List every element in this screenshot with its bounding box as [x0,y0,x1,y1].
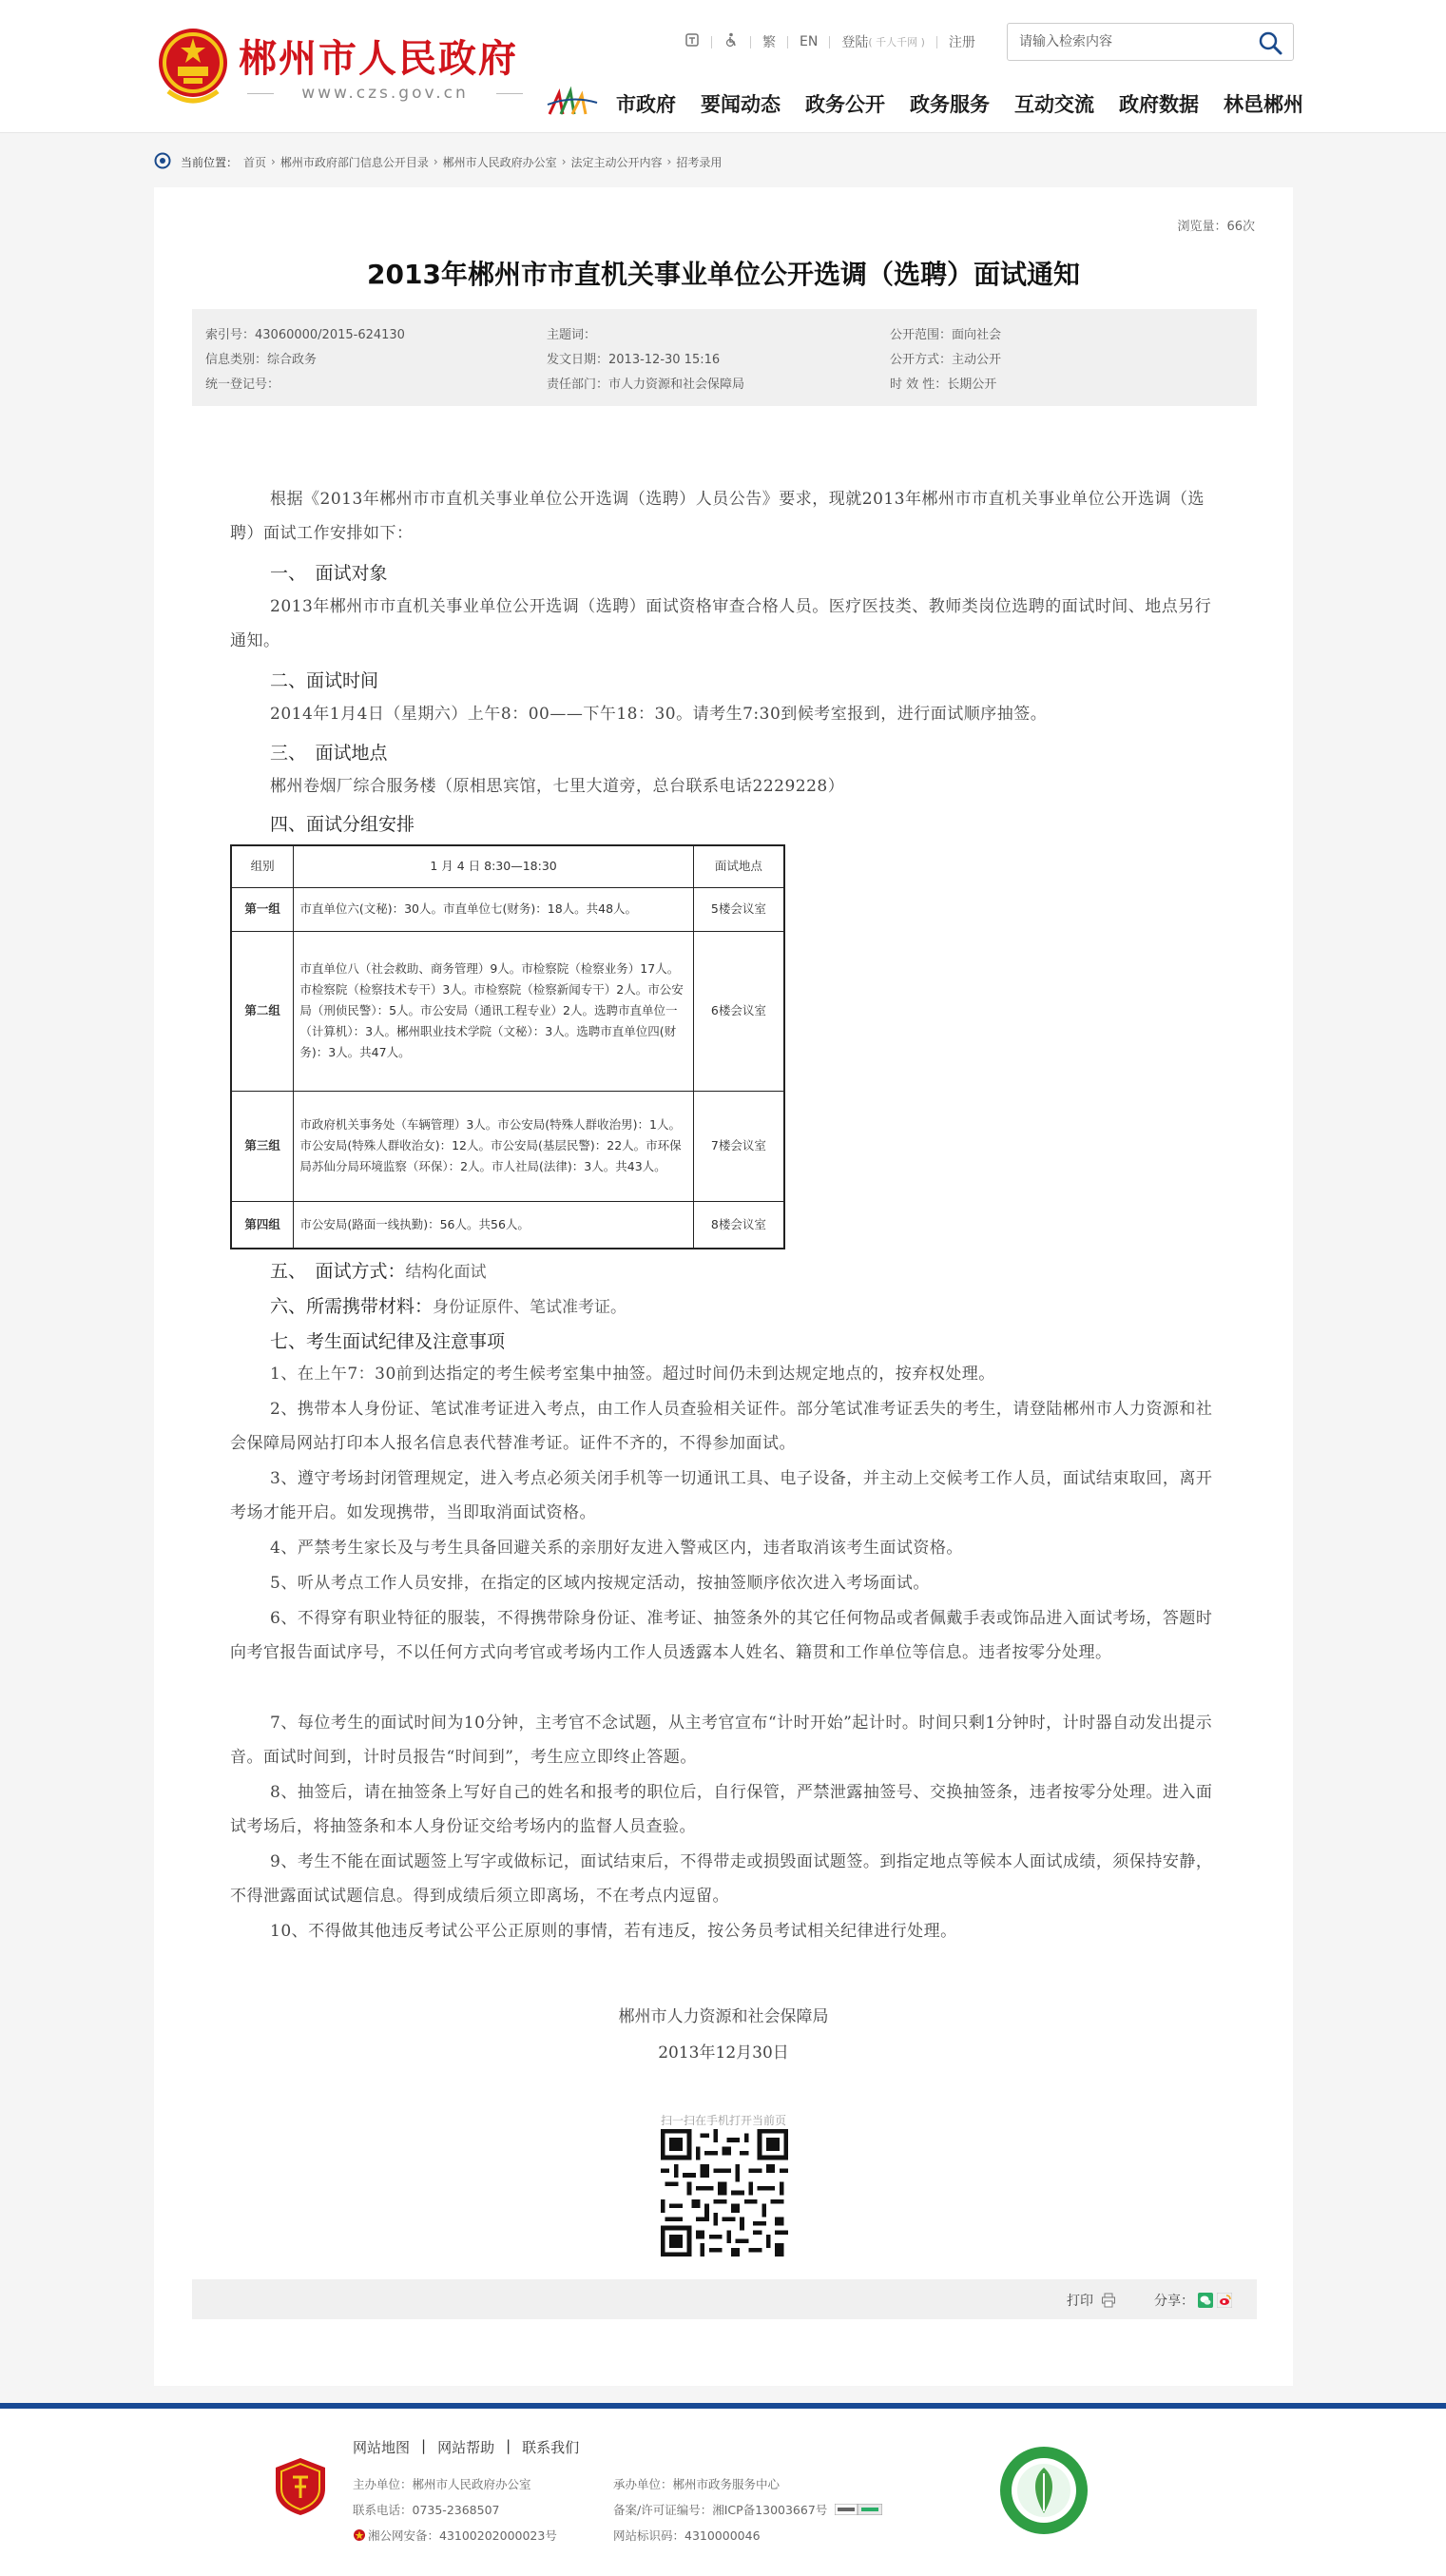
meta-department: 责任部门：市人力资源和社会保障局 [547,378,745,392]
rule-item: 2、携带本人身份证、笔试准考证进入考点，由工作人员查验相关证件。部分笔试准考证丢失的考生，请登陆郴州市人力资源和社会保障局网站打印本人报名信息表代替准考证。证件不齐的，不得参加面试。 [230,1400,1213,1453]
wheelchair-icon[interactable] [723,32,739,51]
footer-icp[interactable] [613,2501,882,2518]
meta-subject: 主题词： [547,328,597,342]
table-row [231,1201,784,1249]
breadcrumb-statutory[interactable]: 法定主动公开内容 [570,155,663,169]
table-header-cell: 1 月 4 日 8:30—18:30 [294,845,693,887]
divider [936,36,937,48]
table-cell-content: 市直单位八（社会救助、商务管理）9人。市检察院（检察业务）17人。市检察院（检察技术专干）3人。市检察院（检察新闻专干）2人。市公安局（刑侦民警）：5人。市公安局（通讯工程专业）2人。选聘市直单位一（计算机）：3人。郴州职业技术学院（文秘）：3人。选聘市直单位四(财务)：3人。共47人。 [294,931,693,1091]
table-header-cell: 面试地点 [693,845,784,887]
rule-item: 5、听从考点工作人员安排，在指定的区域内按规定活动，按抽签顺序依次进入考场面试。 [270,1574,930,1593]
divider [787,36,788,48]
meta-index-no: 索引号：43060000/2015-624130 [205,328,405,342]
breadcrumb-separator: › [271,155,276,168]
nav-item-government-affairs-disclosure[interactable]: 政务公开 [805,93,885,116]
section-paragraph: 郴州卷烟厂综合服务楼（原相思宾馆，七里大道旁，总台联系电话2229228） [270,777,845,796]
footer-host: 主办单位：郴州市人民政府办公室 [353,2477,531,2491]
nav-item-linyi-chenzhou[interactable]: 林邑郴州 [1224,93,1303,116]
nav-item-government-data[interactable]: 政府数据 [1119,93,1199,116]
section-heading-label: 六、所需携带材料： [270,1296,434,1317]
nav-item-government-services[interactable]: 政务服务 [910,93,990,116]
search-input[interactable] [1019,31,1247,52]
wechat-share-icon[interactable] [1198,2293,1213,2308]
footer-police-record[interactable] [353,2527,557,2544]
table-cell-place: 5楼会议室 [693,887,784,931]
breadcrumb-home[interactable]: 首页 [243,155,267,169]
divider [750,36,751,48]
materials-value: 身份证原件、笔试准考证。 [433,1298,627,1317]
article-meta [192,309,1257,406]
meta-category: 信息类别：综合政务 [205,353,318,367]
section-paragraph: 2014年1月4日（星期六）上午8：00——下午18：30。请考生7:30到候考室报到，进行面试顺序抽签。 [270,705,1048,724]
main-nav [616,89,1303,118]
section-heading [270,1292,627,1318]
top-links [684,32,975,51]
article-toolbar [192,2279,1257,2319]
footer-phone: 联系电话：0735-2368507 [353,2503,500,2517]
breadcrumb-separator: › [433,155,438,168]
table-cell-place: 7楼会议室 [693,1091,784,1201]
footer-icp-text: 备案/许可证编号：湘ICP备13003667号 [613,2503,828,2517]
meta-method: 公开方式：主动公开 [890,353,1002,367]
nav-item-interaction[interactable]: 互动交流 [1014,93,1094,116]
weibo-share-icon[interactable] [1217,2293,1232,2308]
rule-item: 1、在上午7：30前到达指定的考生候考室集中抽签。超过时间仍未到达规定地点的，按弃权处理。 [270,1365,995,1384]
location-pin-icon [154,152,171,171]
footer-link-help[interactable]: 网站帮助 [437,2439,495,2456]
login-sub-label: ( 千人千网 ) [868,36,925,48]
rule-item: 9、考生不能在面试题签上写字或做标记，面试结束后，不得带走或损毁面试题签。到指定地点等候本人面试成绩，须保持安静，不得泄露面试试题信息。得到成绩后须立即离场，不在考点内逗留。 [230,1852,1213,1906]
printer-icon [1101,2293,1116,2308]
breadcrumb-separator: › [666,155,672,168]
breadcrumb-recruitment[interactable]: 招考录用 [676,155,723,169]
meta-publish-date: 发文日期：2013-12-30 15:16 [547,353,721,367]
breadcrumb-office[interactable]: 郴州市人民政府办公室 [442,155,557,169]
police-badge-icon [353,2528,366,2542]
article-card [154,187,1293,2386]
table-cell-content: 市政府机关事务处（车辆管理）3人。市公安局(特殊人群收治男)：1人。市公安局(特殊人群收治女)：12人。市公安局(基层民警)：22人。市环保局苏仙分局环境监察（环保）：2人。市人社局(法律)：3人。共43人。 [294,1091,693,1201]
accessibility-mode-icon[interactable] [684,32,700,51]
view-count: 浏览量：66次 [1177,220,1255,234]
footer-site-code: 网站标识码：4310000046 [613,2528,761,2543]
table-cell-content: 市公安局(路面一线执勤)：56人。共56人。 [294,1201,693,1249]
site-footer [0,2403,1446,2576]
divider [711,36,712,48]
qr-code-icon [661,2129,788,2256]
register-link[interactable]: 注册 [948,35,975,50]
footer-organizer: 承办单位：郴州市政务服务中心 [613,2477,781,2491]
english-link[interactable]: EN [800,34,819,49]
breadcrumb-label: 当前位置： [181,155,239,169]
meta-scope: 公开范围：面向社会 [890,328,1002,342]
print-label: 打印 [1067,2294,1093,2309]
section-heading: 四、面试分组安排 [270,814,415,835]
national-emblem-icon[interactable] [155,25,231,107]
table-cell-place: 8楼会议室 [693,1201,784,1249]
meta-unified-code: 统一登记号： [205,378,280,392]
divider: | [506,2437,511,2454]
table-header-cell: 组别 [231,845,294,887]
section-heading: 一、 面试对象 [270,563,388,584]
table-header-row [231,845,784,887]
print-button[interactable] [1067,2291,1116,2310]
search-box [1007,23,1294,61]
table-row [231,887,784,931]
section-heading [270,1257,487,1283]
divider: | [421,2437,427,2454]
breadcrumb [154,150,722,173]
section-heading: 二、面试时间 [270,670,379,691]
section-heading-label: 五、 面试方式： [270,1261,406,1282]
breadcrumb-catalog[interactable]: 郴州市政府部门信息公开目录 [280,155,429,169]
nav-item-city-government[interactable]: 市政府 [616,93,676,116]
traditional-chinese-link[interactable]: 繁 [762,35,776,50]
table-cell-group: 第一组 [231,887,294,931]
table-row [231,1091,784,1201]
table-cell-group: 第三组 [231,1091,294,1201]
login-link[interactable]: 登陆 [841,35,869,50]
cnzz-stat-icon[interactable] [835,2504,882,2515]
rule-item: 7、每位考生的面试时间为10分钟，主考官不念试题，从主考官宣布“计时开始”起计时。时间只剩1分钟时，计时器自动发出提示音。面试时间到，计时员报告“时间到”，考生应立即终止答题。 [230,1714,1213,1767]
rule-item: 8、抽签后，请在抽签条上写好自己的姓名和报考的职位后，自行保管，严禁泄露抽签号、交换抽签条，违者按零分处理。进入面试考场后，将抽签条和本人身份证交给考场内的监督人员查验。 [230,1783,1213,1836]
nav-item-news[interactable]: 要闻动态 [701,93,781,116]
section-heading: 三、 面试地点 [270,743,388,764]
table-cell-content: 市直单位六(文秘)：30人。市直单位七(财务)：18人。共48人。 [294,887,693,931]
divider [829,36,830,48]
search-icon[interactable] [1257,29,1283,56]
table-row [231,931,784,1091]
section-heading: 七、考生面试纪律及注意事项 [270,1331,506,1352]
footer-link-contact[interactable]: 联系我们 [522,2439,580,2456]
footer-police-text: 湘公网安备：43100202000023号 [368,2528,557,2543]
footer-links [353,2437,579,2457]
qr-label: 扫一扫在手机打开当前页 [660,2114,786,2127]
rule-item: 4、严禁考生家长及与考生具备回避关系的亲朋好友进入警戒区内，违者取消该考生面试资格。 [270,1539,963,1558]
breadcrumb-separator: › [561,155,567,168]
site-header [0,0,1446,133]
rule-item: 3、遵守考场封闭管理规定，进入考点必须关闭手机等一切通讯工具、电子设备，并主动上交候考工作人员，面试结束取回，离开考场才能开启。如发现携带，当即取消面试资格。 [230,1469,1213,1522]
table-cell-place: 6楼会议室 [693,931,784,1091]
civilized-website-badge-icon[interactable] [998,2445,1089,2536]
section-paragraph: 2013年郴州市市直机关事业单位公开选调（选聘）面试资格审查合格人员。医疗医技类、教师类岗位选聘的面试时间、地点另行通知。 [230,597,1212,650]
share-area [1154,2291,1232,2310]
signature: 郴州市人力资源和社会保障局 [618,2007,829,2026]
share-label: 分享： [1154,2294,1194,2309]
site-name[interactable]: 郴州市人民政府 [239,37,518,81]
footer-link-sitemap[interactable]: 网站地图 [353,2439,411,2456]
party-government-badge-icon[interactable] [274,2456,327,2517]
interview-method-value: 结构化面试 [405,1263,487,1282]
site-url: www.czs.gov.cn [247,84,523,103]
intro-paragraph: 根据《2013年郴州市市直机关事业单位公开选调（选聘）人员公告》要求，现就2013年郴州市市直机关事业单位公开选调（选聘）面试工作安排如下： [230,490,1205,543]
table-cell-group: 第二组 [231,931,294,1091]
grouping-table [230,844,785,1249]
rule-item: 10、不得做其他违反考试公平公正原则的事情，若有违反，按公务员考试相关纪律进行处理。 [270,1922,957,1941]
meta-validity: 时 效 性：长期公开 [890,378,997,392]
article-title: 2013年郴州市市直机关事业单位公开选调（选聘）面试通知 [367,259,1080,290]
nav-logo-icon [546,86,599,120]
sign-date: 2013年12月30日 [658,2043,789,2063]
table-cell-group: 第四组 [231,1201,294,1249]
rule-item: 6、不得穿有职业特征的服装，不得携带除身份证、准考证、抽签条外的其它任何物品或者佩戴手表或饰品进入面试考场，答题时向考官报告面试序号，不以任何方式向考官或考场内工作人员透露本人姓名、籍贯和工作单位等信息。违者按零分处理。 [230,1609,1213,1662]
